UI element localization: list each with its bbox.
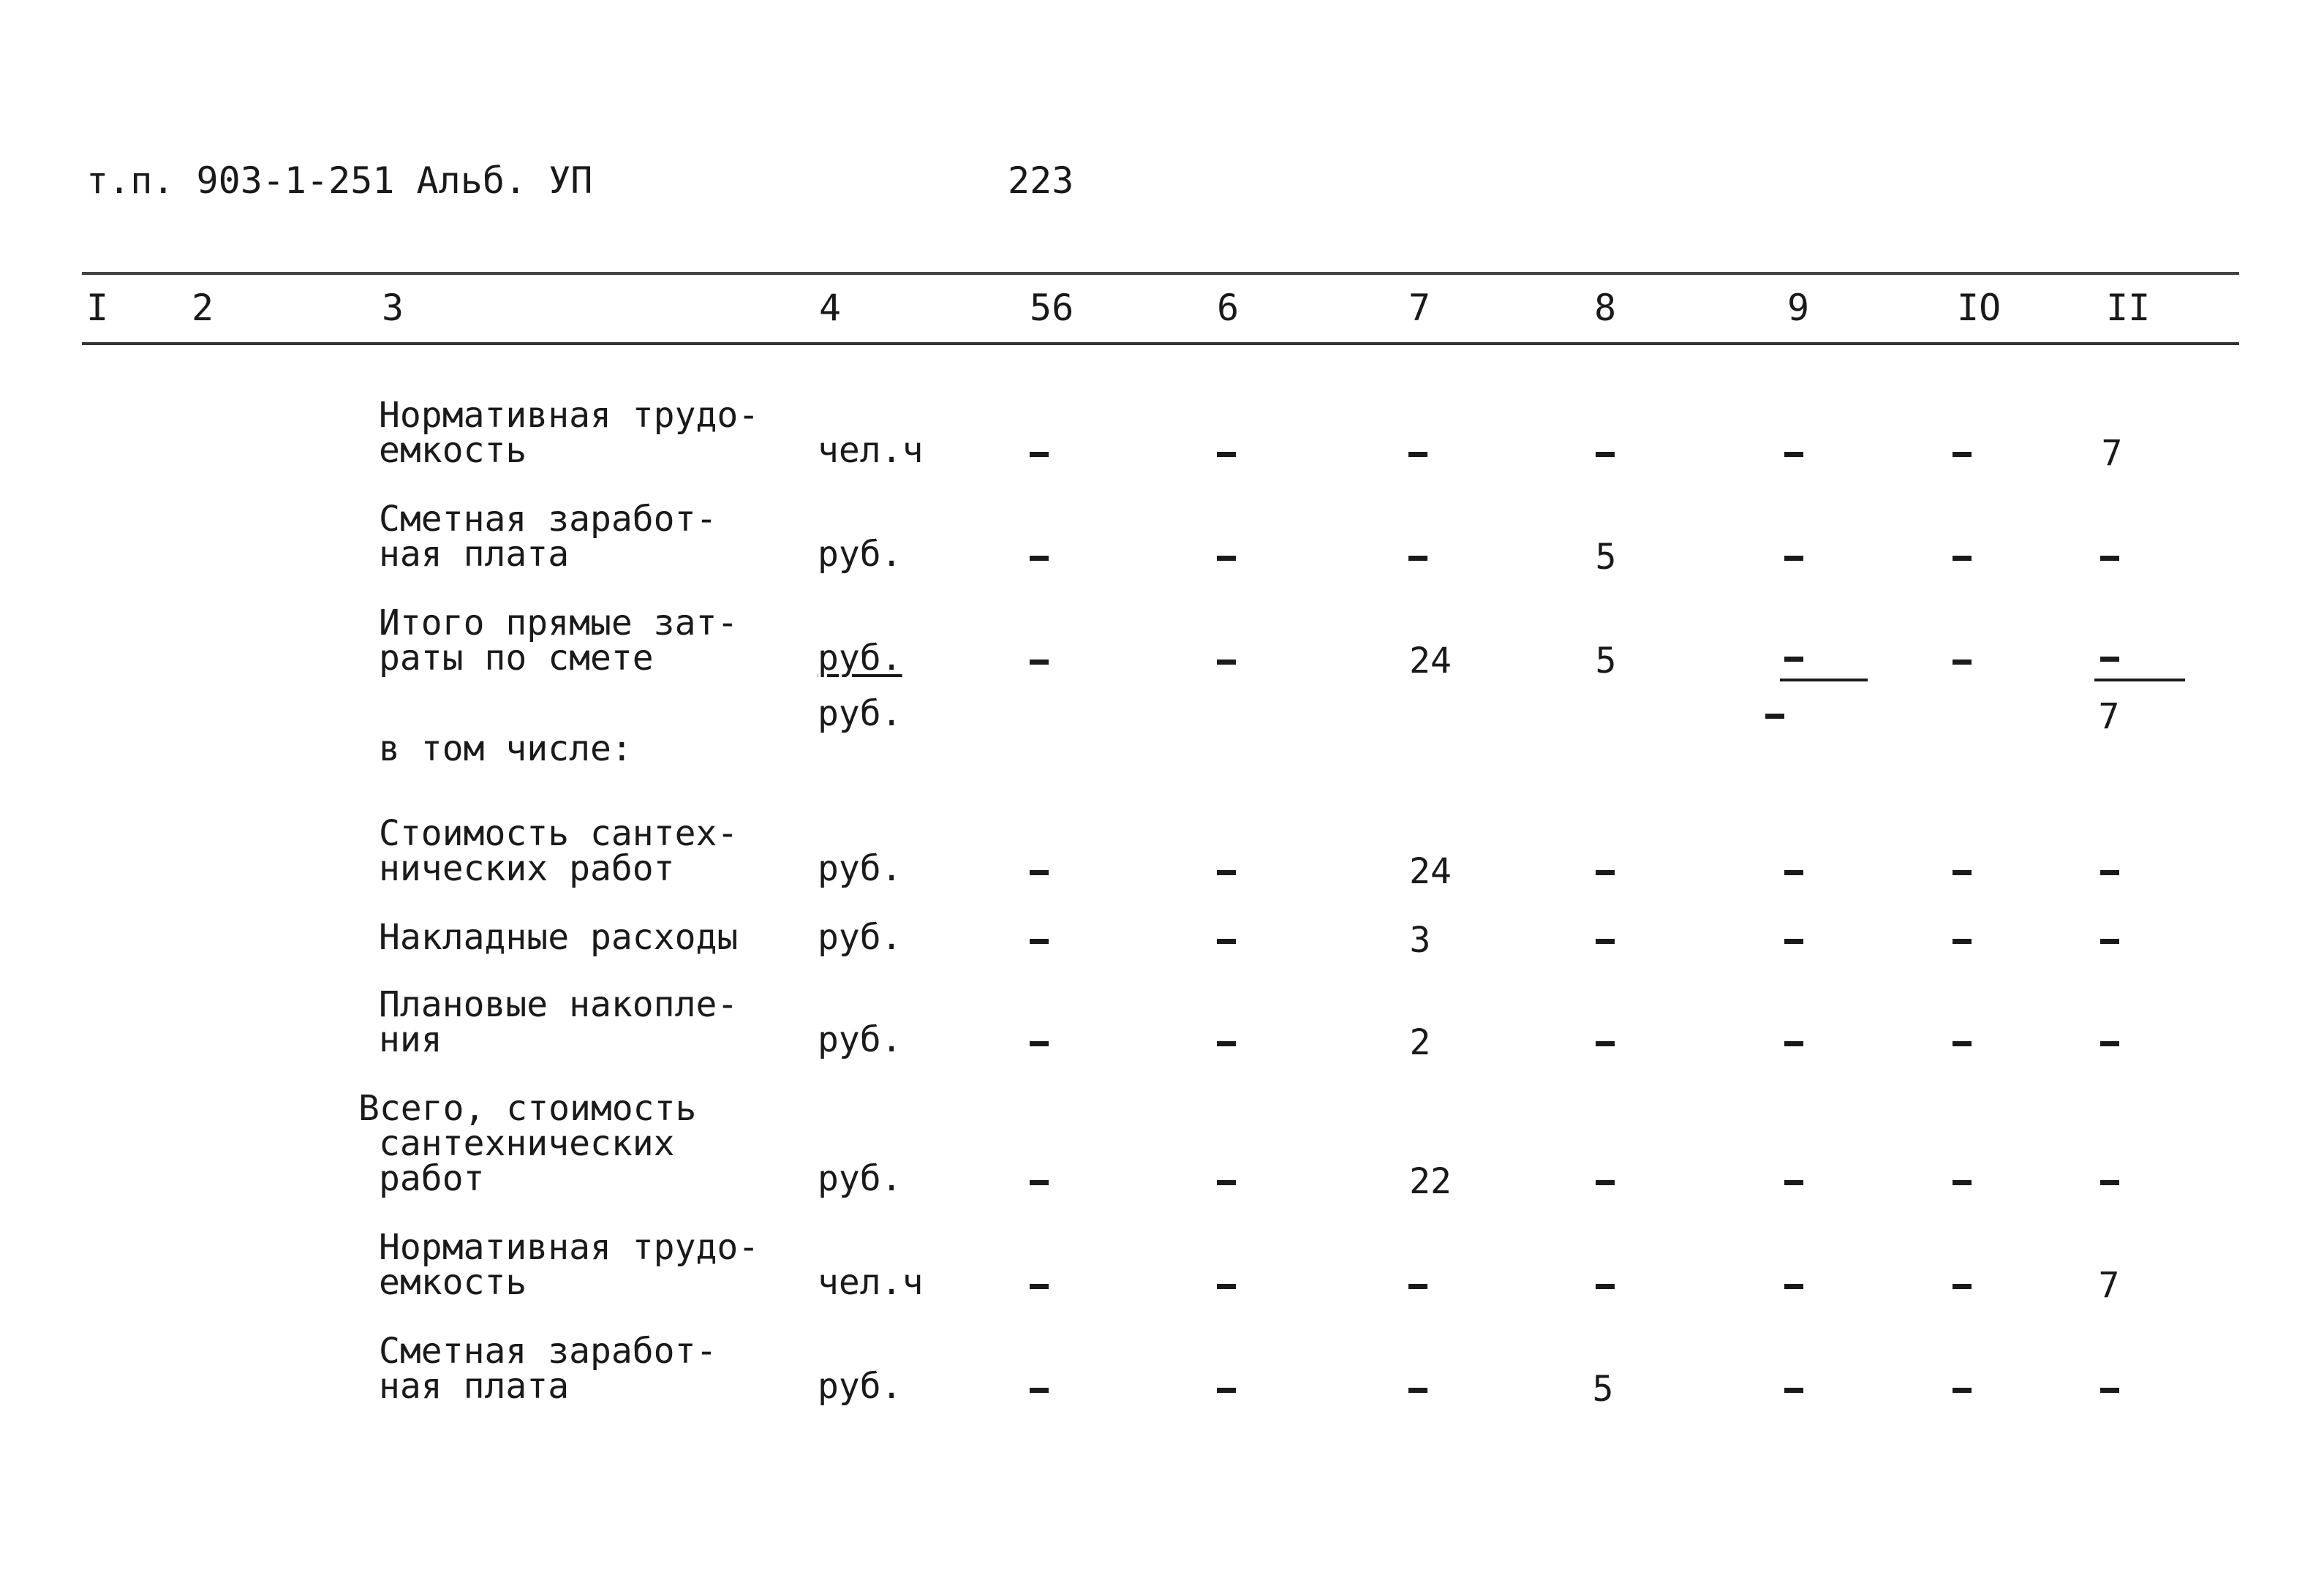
cell-dash (1217, 556, 1236, 561)
cell-dash (1953, 556, 1972, 561)
cell-dash (1030, 556, 1049, 561)
cell-dash (2100, 1180, 2119, 1185)
cell-dash (2100, 556, 2119, 561)
cell-dash (2100, 1388, 2119, 1393)
cell-dash (1217, 452, 1236, 457)
row-label-line: Сметная заработ- (379, 1331, 717, 1372)
cell-dash (1596, 452, 1615, 457)
cell-dash (1217, 870, 1236, 875)
cell-value: 7 (2101, 433, 2123, 474)
cell-value: 22 (1409, 1161, 1452, 1202)
row-unit-numerator: руб. (818, 638, 902, 679)
cell-dash (1596, 1284, 1615, 1289)
column-header-2: 2 (192, 287, 214, 329)
cell-value: 5 (1595, 537, 1617, 578)
document-reference: т.п. 903-1-251 Альб. УП (86, 159, 593, 202)
cell-dash (1030, 660, 1049, 665)
column-header-3: 3 (382, 287, 404, 329)
row-unit: руб. (818, 1158, 902, 1199)
cell-dash (1217, 939, 1236, 944)
cell-dash (1953, 660, 1972, 665)
cell-dash (1217, 1041, 1236, 1046)
row-unit: чел.ч (818, 430, 924, 471)
cell-dash (1030, 1388, 1049, 1393)
cell-value-denominator: 7 (2098, 696, 2120, 737)
row-label-line: Нормативная трудо- (379, 395, 760, 436)
cell-value: 5 (1592, 1369, 1614, 1410)
cell-value: 24 (1409, 640, 1452, 681)
cell-dash (1784, 1180, 1803, 1185)
cell-dash (1953, 452, 1972, 457)
row-label-line: Сметная заработ- (379, 499, 717, 540)
table-header-rule (82, 342, 2239, 345)
row-label-line: ния (379, 1019, 442, 1060)
cell-dash (1953, 1388, 1972, 1393)
table-top-rule (82, 272, 2239, 275)
row-label-line: работ (379, 1158, 485, 1199)
cell-dash (1784, 556, 1803, 561)
cell-dash (1408, 1284, 1427, 1289)
cell-dash (2100, 870, 2119, 875)
cell-dash (1596, 1041, 1615, 1046)
cell-dash (1596, 939, 1615, 944)
cell-value: 24 (1409, 851, 1452, 892)
column-header-4: 4 (819, 287, 842, 329)
column-header-7: 7 (1408, 287, 1431, 329)
fraction-line (2094, 679, 2185, 681)
cell-dash (1030, 1284, 1049, 1289)
row-label-line: емкость (379, 1262, 527, 1303)
column-header-11: II (2106, 287, 2151, 329)
row-label-line: Всего, стоимость (358, 1088, 697, 1129)
cell-dash (1408, 556, 1427, 561)
row-unit-denominator: руб. (818, 693, 902, 734)
cell-value: 7 (2098, 1265, 2120, 1306)
cell-dash (1596, 1180, 1615, 1185)
cell-dash (1953, 1284, 1972, 1289)
cell-dash (1030, 452, 1049, 457)
column-header-6: 6 (1217, 287, 1240, 329)
row-unit: руб. (818, 1366, 902, 1407)
cell-dash (1030, 870, 1049, 875)
cell-dash (1217, 1284, 1236, 1289)
cell-dash (1217, 1388, 1236, 1393)
row-label-line: Нормативная трудо- (379, 1227, 760, 1268)
section-subheading: в том числе: (379, 728, 633, 769)
cell-dash (1784, 939, 1803, 944)
row-unit: руб. (818, 917, 902, 958)
row-label-line: нических работ (379, 848, 675, 889)
cell-dash (1765, 714, 1784, 719)
row-label-line: сантехнических (379, 1123, 675, 1164)
row-label-line: ная плата (379, 1366, 570, 1407)
cell-dash (1030, 939, 1049, 944)
cell-dash (1408, 452, 1427, 457)
column-header-8: 8 (1594, 287, 1617, 329)
cell-dash (1953, 1180, 1972, 1185)
cell-dash (1217, 1180, 1236, 1185)
page-number: 223 (1008, 159, 1074, 202)
cell-value: 3 (1409, 920, 1431, 961)
column-header-9: 9 (1787, 287, 1810, 329)
row-unit: руб. (818, 848, 902, 889)
row-label-line: Плановые накопле- (379, 984, 739, 1025)
cell-value: 2 (1409, 1022, 1431, 1063)
fraction-line (1780, 679, 1868, 681)
row-label-line: Итого прямые зат- (379, 602, 739, 643)
row-label-line: ная плата (379, 534, 570, 575)
cell-dash (1784, 452, 1803, 457)
row-label-line: Накладные расходы (379, 917, 739, 958)
row-label-line: Стоимость сантех- (379, 813, 739, 854)
row-unit: руб. (818, 1019, 902, 1060)
column-header-10: IO (1957, 287, 2002, 329)
cell-dash (2100, 939, 2119, 944)
cell-dash (1784, 657, 1803, 662)
cell-dash (1030, 1180, 1049, 1185)
cell-value: 5 (1595, 640, 1617, 681)
cell-dash (1784, 870, 1803, 875)
row-unit: чел.ч (818, 1262, 924, 1303)
row-unit: руб. (818, 534, 902, 575)
cell-dash (1596, 870, 1615, 875)
cell-dash (1030, 1041, 1049, 1046)
cell-dash (1953, 870, 1972, 875)
cell-dash (1953, 939, 1972, 944)
row-label-line: емкость (379, 430, 527, 471)
cell-dash (1784, 1284, 1803, 1289)
column-header-1: I (86, 287, 109, 329)
cell-dash (1784, 1388, 1803, 1393)
cell-dash (1784, 1041, 1803, 1046)
cell-dash (1953, 1041, 1972, 1046)
row-label-line: раты по смете (379, 638, 654, 679)
cell-dash (2100, 1041, 2119, 1046)
cell-dash (1408, 1388, 1427, 1393)
cell-dash (1217, 660, 1236, 665)
column-header-5: 56 (1030, 287, 1074, 329)
cell-dash (2100, 657, 2119, 662)
